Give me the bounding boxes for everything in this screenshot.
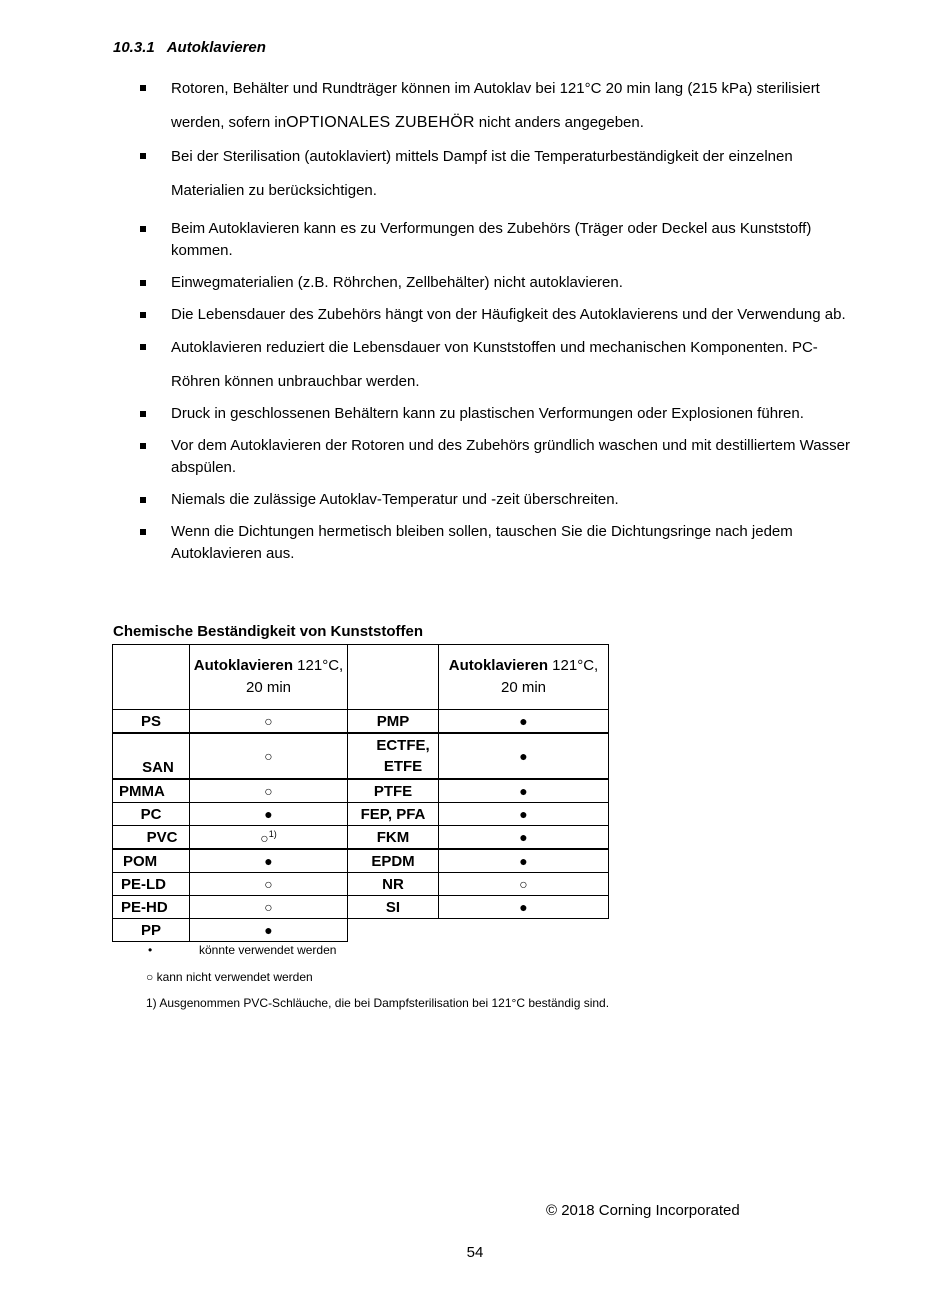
page-number: 54 — [466, 1244, 484, 1261]
bullet-square-icon — [140, 153, 146, 159]
resistance-symbol: ○ — [190, 779, 348, 803]
list-item: Niemals die zulässige Autoklav-Temperatur und -zeit überschreiten. — [0, 489, 950, 511]
resistance-symbol: ○ — [190, 873, 348, 896]
header-empty-cell — [348, 645, 439, 710]
list-item: Bei der Sterilisation (autoklaviert) mittels Dampf ist die Temperaturbeständigkeit der einzelnen Materialien zu berücksichtigen. — [0, 140, 950, 208]
material-name: PMMA — [113, 779, 190, 803]
resistance-symbol: ● — [439, 826, 609, 850]
table-row — [113, 733, 609, 779]
footnote-mark: 1) — [268, 828, 277, 839]
bullet-square-icon — [140, 344, 146, 350]
table-row — [113, 710, 609, 734]
bullet-square-icon — [140, 497, 146, 503]
resistance-symbol: ○$^{1)}$ — [190, 826, 348, 850]
material-name: ECTFE, ETFE — [348, 733, 439, 779]
header-autoclave-2: Autoklavieren 121°C, 20 min — [439, 645, 609, 710]
list-item: Rotoren, Behälter und Rundträger können im Autoklav bei 121°C 20 min lang (215 kPa) sterilisiert werden, sofern inOPTIONALES ZUBEHÖR nicht anders angegeben. — [0, 72, 950, 140]
list-item: Die Lebensdauer des Zubehörs hängt von der Häufigkeit des Autoklavierens und der Verwendung ab. — [0, 304, 950, 326]
resistance-symbol: ○ — [439, 873, 609, 896]
bullet-square-icon — [140, 443, 146, 449]
optional-accessories-reference: OPTIONALES ZUBEHÖR — [286, 114, 475, 131]
header-autoclave-1: Autoklavieren 121°C, 20 min — [190, 645, 348, 710]
resistance-symbol: ○ — [190, 896, 348, 919]
material-name: PS — [113, 710, 190, 734]
resistance-symbol: ● — [439, 710, 609, 734]
bullet-square-icon — [140, 529, 146, 535]
material-name: PE-HD — [113, 896, 190, 919]
legend-dot-text: könnte verwendet werden — [199, 943, 337, 957]
resistance-symbol: ● — [439, 733, 609, 779]
section-number: 10.3.1 — [113, 39, 155, 56]
resistance-symbol: ● — [190, 919, 348, 942]
bullet-square-icon — [140, 312, 146, 318]
resistance-symbol: ● — [190, 849, 348, 873]
section-title: Autoklavieren — [166, 39, 266, 56]
list-item: Autoklavieren reduziert die Lebensdauer von Kunststoffen und mechanischen Komponenten. PC-Röhren können unbrauchbar werden. — [0, 331, 950, 399]
material-name: PTFE — [348, 779, 439, 803]
resistance-symbol: ● — [439, 896, 609, 919]
table-row — [113, 779, 609, 803]
list-item: Vor dem Autoklavieren der Rotoren und des Zubehörs gründlich waschen und mit destilliertem Wasser abspülen. — [0, 435, 950, 479]
material-name: PP — [113, 919, 190, 942]
copyright-notice: © 2018 Corning Incorporated — [546, 1202, 740, 1219]
material-name: FEP, PFA — [348, 803, 439, 826]
material-name: FKM — [348, 826, 439, 850]
resistance-symbol: ● — [439, 849, 609, 873]
header-empty-cell — [113, 645, 190, 710]
material-name: EPDM — [348, 849, 439, 873]
resistance-symbol: ○ — [190, 710, 348, 734]
section-heading — [113, 39, 266, 56]
table-header-row — [113, 645, 609, 710]
resistance-symbol: ● — [439, 803, 609, 826]
bullet-square-icon — [140, 280, 146, 286]
resistance-symbol: ● — [190, 803, 348, 826]
bullet-list — [0, 72, 950, 565]
material-name: PVC — [113, 826, 190, 850]
material-name: NR — [348, 873, 439, 896]
material-name: SI — [348, 896, 439, 919]
table-row — [113, 826, 609, 850]
resistance-symbol: ● — [439, 779, 609, 803]
list-item: Beim Autoklavieren kann es zu Verformungen des Zubehörs (Träger oder Deckel aus Kunststoff) kommen. — [0, 218, 950, 262]
chemical-resistance-table — [112, 644, 609, 942]
material-name: PMP — [348, 710, 439, 734]
material-name: SAN — [113, 733, 190, 779]
table-row — [113, 849, 609, 873]
table-row — [113, 803, 609, 826]
table-row — [113, 873, 609, 896]
material-name: POM — [113, 849, 190, 873]
resistance-symbol: ○ — [190, 733, 348, 779]
list-item: Druck in geschlossenen Behältern kann zu plastischen Verformungen oder Explosionen führen. — [0, 403, 950, 425]
table-row — [113, 896, 609, 919]
legend-circle-text: ○ kann nicht verwendet werden — [146, 970, 313, 984]
material-name: PE-LD — [113, 873, 190, 896]
list-item: Wenn die Dichtungen hermetisch bleiben sollen, tauschen Sie die Dichtungsringe nach jedem Autoklavieren aus. — [0, 521, 950, 565]
table-title: Chemische Beständigkeit von Kunststoffen — [113, 623, 424, 640]
bullet-square-icon — [140, 85, 146, 91]
bullet-square-icon — [140, 411, 146, 417]
table-footnote: 1) Ausgenommen PVC-Schläuche, die bei Dampfsterilisation bei 121°C beständig sind. — [146, 996, 610, 1010]
bullet-square-icon — [140, 226, 146, 232]
table-row — [113, 919, 609, 942]
material-name: PC — [113, 803, 190, 826]
legend-dot-symbol: • — [148, 943, 153, 957]
list-item: Einwegmaterialien (z.B. Röhrchen, Zellbehälter) nicht autoklavieren. — [0, 272, 950, 294]
